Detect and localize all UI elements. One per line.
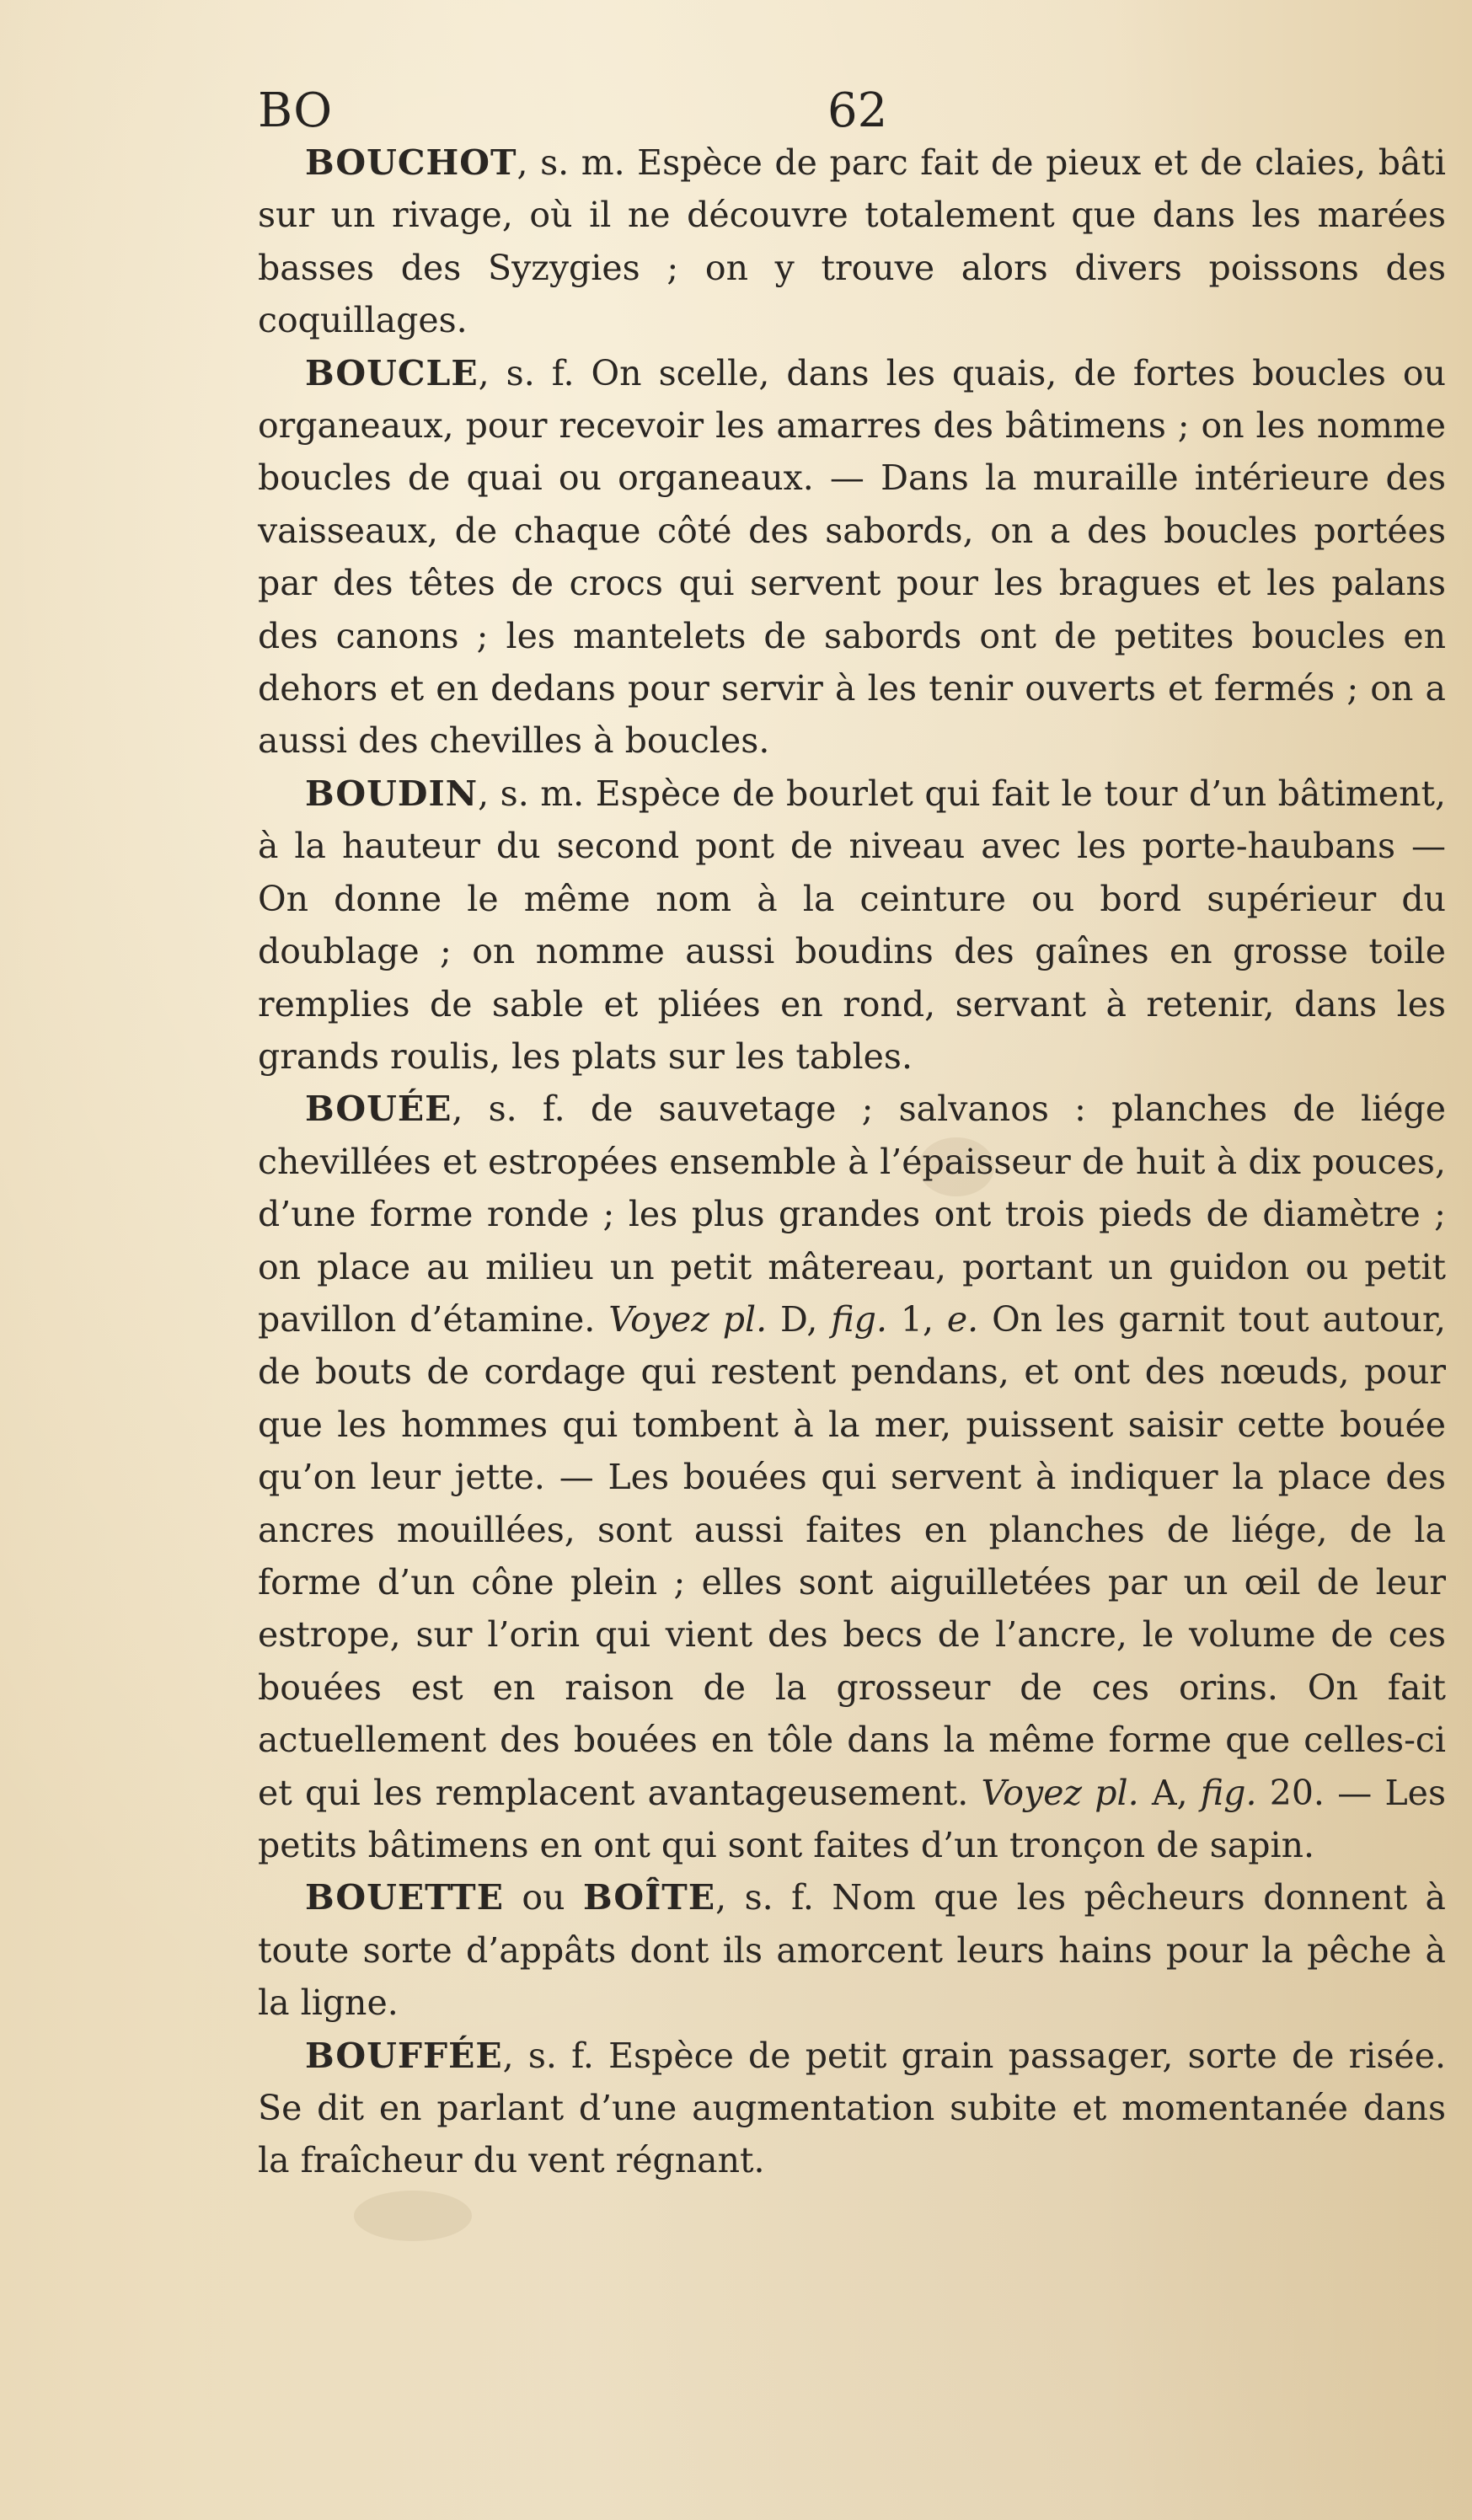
italic-reference: Voyez pl. — [981, 1772, 1139, 1813]
entry-bouffée — [258, 2030, 1446, 2187]
headword-variant: BOÎTE — [583, 1877, 716, 1918]
running-head-letters: BO — [258, 83, 333, 138]
definition-text: On les garnit tout autour, de bouts de cordage qui restent pendans, et ont des nœuds, pour que les hommes qui tombent à la mer, puissent saisir cette bouée qu’on leur jette. — Les bouées qui servent à indiquer la place des ancres mouillées, sont aussi faites en planches de liége, de la forme d’un cône plein ; elles sont aiguilletées par un œil de leur estrope, sur l’orin qui vient des becs de l’ancre, le volume de ces bouées est en raison de la grosseur de ces orins. On fait actuellement des bouées en tôle dans la même forme que celles-ci et qui les remplacent avantageusement. — [258, 1298, 1447, 1813]
definition-text: , s. f. de sauvetage ; salvanos : planches de liége chevillées et estropées ensemble à l’épaisseur de huit à dix pouces, d’une forme ronde ; les plus grandes ont trois pieds de diamètre ; on place au milieu un petit mâtereau, portant un guidon ou petit pavillon d’étamine. — [258, 1089, 1446, 1340]
italic-reference: fig. — [1200, 1772, 1257, 1813]
running-head — [258, 78, 898, 145]
headword: BOUCHOT — [305, 142, 517, 183]
definition-text: D, — [767, 1298, 832, 1340]
entry-bouette — [258, 1871, 1446, 2029]
entry-bouchot — [258, 136, 1446, 347]
headword: BOUFFÉE — [305, 2035, 503, 2076]
entry-bouée — [258, 1083, 1446, 1871]
definition-text: , s. f. Nom que les pêcheurs donnent à toute sorte d’appâts dont ils amorcent leurs hains pour la pêche à la ligne. — [258, 1877, 1447, 2024]
italic-reference: Voyez pl. — [608, 1298, 768, 1340]
paper-stain — [354, 2191, 472, 2241]
italic-reference: fig. — [831, 1298, 887, 1340]
definition-text: 1, — [886, 1298, 947, 1340]
definition-text: , s. f. Espèce de petit grain passager, sorte de risée. Se dit en parlant d’une augmentation subite et momentanée dans la fraîcheur du vent régnant. — [258, 2035, 1446, 2181]
definition-text: A, — [1138, 1772, 1201, 1813]
page-number: 62 — [827, 83, 888, 138]
headword: BOUDIN — [305, 773, 479, 814]
definition-text: , s. m. Espèce de bourlet qui fait le tour d’un bâtiment, à la hauteur du second pont de niveau avec les porte-haubans — On donne le même nom à la ceinture ou bord supérieur du doublage ; on nomme aussi boudins des gaînes en grosse toile remplies de sable et pliées en rond, servant à retenir, dans les grands roulis, les plats sur les tables. — [258, 773, 1446, 1077]
entry-boucle — [258, 347, 1446, 768]
headword: BOUETTE — [305, 1877, 504, 1918]
definition-text: , s. f. On scelle, dans les quais, de fortes boucles ou organeaux, pour recevoir les amarres des bâtimens ; on les nomme boucles de quai ou organeaux. — Dans la muraille intérieure des vaisseaux, de chaque côté des sabords, on a des boucles portées par des têtes de crocs qui servent pour les bragues et les palans des canons ; les mantelets de sabords ont de petites boucles en dehors et en dedans pour servir à les tenir ouverts et fermés ; on a aussi des chevilles à boucles. — [258, 352, 1446, 762]
headword: BOUÉE — [305, 1089, 452, 1130]
definition-text: , s. m. Espèce de parc fait de pieux et de claies, bâti sur un rivage, où il ne découvre totalement que dans les marées basses des Syzygies ; on y trouve alors divers poissons des coquillages. — [258, 142, 1446, 341]
definition-text: 20. — Les petits bâtimens en ont qui sont faites d’un tronçon de sapin. — [258, 1772, 1446, 1865]
definition-text: ou — [503, 1877, 583, 1918]
dictionary-entries — [258, 136, 1446, 2187]
headword: BOUCLE — [305, 352, 479, 393]
entry-boudin — [258, 768, 1446, 1083]
italic-reference: e. — [946, 1298, 979, 1340]
